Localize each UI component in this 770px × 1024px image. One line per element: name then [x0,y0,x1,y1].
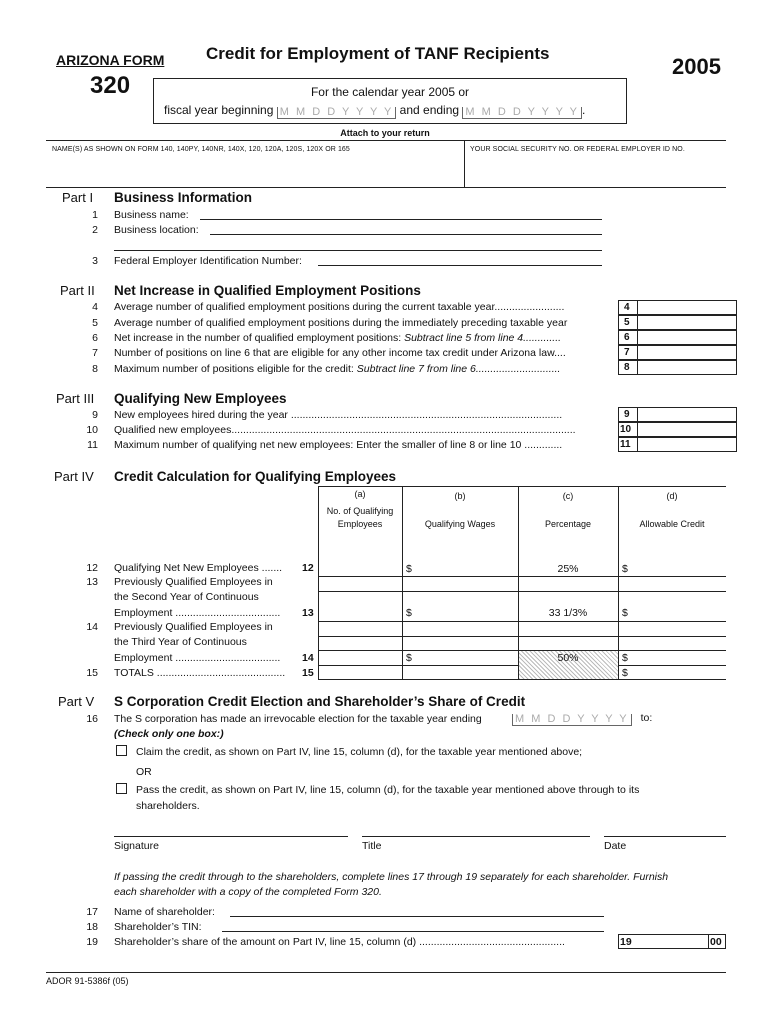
line-number: 5 [92,317,98,329]
dollar-sign: $ [406,607,412,619]
fiscal-begin-label: fiscal year beginning [164,103,274,117]
signature-field[interactable] [114,836,348,837]
line-12-box: 12 [302,562,314,574]
line-7-amount[interactable] [637,345,737,360]
fiscal-begin-date-field[interactable]: M M D D Y Y Y Y [277,107,397,119]
part3-label: Part III [56,391,95,406]
claim-credit-text: Claim the credit, as shown on Part IV, line 15, column (d), for the taxable year mentioned above; [136,746,583,758]
date-label: Date [604,840,627,852]
business-name-field[interactable] [200,219,602,220]
election-year-end-date-field[interactable]: M M D D Y Y Y Y [512,714,632,726]
names-field[interactable] [50,157,460,187]
part5-label: Part V [58,694,95,709]
form-label: ARIZONA FORM [56,52,165,68]
pass-credit-checkbox[interactable] [116,783,127,794]
row-12-bottom [318,591,726,592]
fiscal-end-date-field[interactable]: M M D D Y Y Y Y [462,107,582,119]
line-13-text-2: the Second Year of Continuous [114,591,259,603]
line-12-employees-field[interactable] [320,577,402,590]
signature-label: Signature [114,840,159,852]
line-number: 12 [86,562,98,574]
line-13-text-1: Previously Qualified Employees in [114,576,273,588]
line-6-amount[interactable] [637,330,737,345]
and-ending-label: and ending [399,103,460,117]
form-title: Credit for Employment of TANF Recipients [206,44,550,63]
line-number: 3 [92,255,98,267]
shareholder-tin-label: Shareholder’s TIN: [114,921,202,933]
fiscal-year-row [164,103,585,119]
line-number: 17 [86,906,98,918]
ssn-field[interactable] [468,157,724,187]
form-code: ADOR 91-5386f (05) [46,976,129,986]
line-7-text: Number of positions on line 6 that are eligible for any other income tax credit under Arizona law.... [114,347,566,359]
line-16-text: The S corporation has made an irrevocable election for the taxable year ending [114,713,482,725]
calendar-year-text: For the calendar year 2005 or [310,85,470,99]
shareholder-note-2: each shareholder with a copy of the completed Form 320. [114,886,382,898]
cents-value: 00 [710,936,722,948]
shareholder-note-1: If passing the credit through to the shareholders, complete lines 17 through 19 separately for each shareholder. Furnish [114,871,669,883]
line-10-amount[interactable] [637,422,737,437]
line-6-instruction: Subtract line 5 from line 4............. [404,332,562,344]
line-number: 6 [92,332,98,344]
line-box-label: 6 [618,330,638,345]
line-11-text: Maximum number of qualifying net new employees: Enter the smaller of line 8 or line 10 ............. [114,439,563,451]
line-number: 7 [92,347,98,359]
col-a-header-1: No. of Qualifying [326,506,394,516]
line-number: 4 [92,301,98,313]
line-number: 9 [92,409,98,421]
line-box-label: 5 [618,315,638,330]
line-12-text: Qualifying Net New Employees ....... [114,562,283,574]
line-8-instruction: Subtract line 7 from line 6............................. [356,363,561,375]
line-number: 14 [86,621,98,633]
line-9-amount[interactable] [637,407,737,422]
table-top-border [318,486,726,487]
names-label: NAME(S) AS SHOWN ON FORM 140, 140PY, 140NR, 140X, 120, 120A, 120S, 120X OR 165 [52,146,350,153]
row-13-top [318,621,726,622]
line-13-percentage: 33 1/3% [548,607,588,619]
fein-label: Federal Employer Identification Number: [114,255,302,267]
shareholder-share-label: Shareholder’s share of the amount on Part IV, line 15, column (d) .................................................. [114,936,565,948]
line-15-box: 15 [302,667,314,679]
title-label: Title [362,840,382,852]
line-number: 18 [86,921,98,933]
line-8-main: Maximum number of positions eligible for the credit: [114,363,354,375]
shareholder-name-label: Name of shareholder: [114,906,215,918]
form-number: 320 [90,72,131,99]
business-location-field-2[interactable] [114,250,602,251]
line-14-text-3: Employment .................................... [114,652,281,664]
line-box-label: 9 [618,407,638,422]
col-c-letter: (c) [562,491,574,501]
claim-credit-checkbox[interactable] [116,745,127,756]
part3-title: Qualifying New Employees [114,391,287,406]
line-11-amount[interactable] [637,437,737,452]
col-a-header-2: Employees [337,519,383,529]
line-number: 10 [86,424,98,436]
name-ssn-box [46,140,726,188]
period-mark: . [581,103,586,117]
line-14-box: 14 [302,652,314,664]
dollar-sign: $ [622,607,628,619]
line-number: 1 [92,209,98,221]
line-6-text [114,332,604,344]
line-12-percentage: 25% [557,563,579,575]
business-location-field[interactable] [210,234,602,235]
part4-title: Credit Calculation for Qualifying Employees [114,469,397,484]
line-9-text: New employees hired during the year ............................................................................................. [114,409,563,421]
line-number: 16 [86,713,98,725]
line-number: 8 [92,363,98,375]
line-number: 2 [92,224,98,236]
attach-note: Attach to your return [340,128,430,138]
cents-divider [708,934,709,949]
dollar-sign: $ [622,667,628,679]
business-name-label: Business name: [114,209,189,221]
line-15-text: TOTALS ............................................ [114,667,286,679]
shareholder-tin-field[interactable] [222,931,604,932]
col-b-letter: (b) [454,491,466,501]
col-c-header: Percentage [544,519,592,529]
line-4-amount[interactable] [637,300,737,315]
line-14-percentage: 50% [557,652,579,664]
dollar-sign: $ [622,652,628,664]
part4-label: Part IV [54,469,94,484]
to-label: to: [640,712,653,724]
line-19-box: 19 [620,936,632,948]
part2-label: Part II [60,283,95,298]
business-location-label: Business location: [114,224,199,236]
line-14-text-2: the Third Year of Continuous [114,636,247,648]
name-ssn-divider [464,141,465,187]
row-13-bottom [318,636,726,637]
or-text: OR [136,766,152,778]
line-5-amount[interactable] [637,315,737,330]
line-8-amount[interactable] [637,360,737,375]
line-box-label: 11 [618,437,638,452]
col-d-letter: (d) [666,491,678,501]
line-number: 19 [86,936,98,948]
tax-year: 2005 [672,54,721,79]
line-box-label: 8 [618,360,638,375]
dollar-sign: $ [622,563,628,575]
fein-field[interactable] [318,265,602,266]
line-13-box: 13 [302,607,314,619]
tax-period-box [153,78,627,124]
line-8-text [114,363,604,375]
line-4-text: Average number of qualified employment positions during the current taxable year........................ [114,301,565,313]
pass-credit-text-1: Pass the credit, as shown on Part IV, line 15, column (d), for the taxable year mentioned above through to its [136,784,640,796]
line-box-label: 4 [618,300,638,315]
footer-rule [46,972,726,973]
line-number: 11 [87,439,98,451]
part5-title: S Corporation Credit Election and Shareholder’s Share of Credit [114,694,526,709]
col-d-header: Allowable Credit [639,519,705,529]
line-box-label: 7 [618,345,638,360]
line-10-text: Qualified new employees...................................................................................................................... [114,424,576,436]
line-14-text-1: Previously Qualified Employees in [114,621,273,633]
pass-credit-text-2: shareholders. [136,800,200,812]
ssn-label: YOUR SOCIAL SECURITY NO. OR FEDERAL EMPLOYER ID NO. [470,146,685,153]
shareholder-name-field[interactable] [230,916,604,917]
line-number: 13 [86,576,98,588]
part2-title: Net Increase in Qualified Employment Positions [114,283,421,298]
election-year-end-row [512,712,652,726]
part1-title: Business Information [114,190,253,205]
line-13-text-3: Employment .................................... [114,607,281,619]
title-field[interactable] [362,836,590,837]
col-b-header: Qualifying Wages [424,519,496,529]
col-a-letter: (a) [354,489,366,499]
dollar-sign: $ [406,652,412,664]
dollar-sign: $ [406,563,412,575]
row-15-bottom [318,679,726,680]
date-field[interactable] [604,836,726,837]
line-5-text: Average number of qualified employment positions during the immediately preceding taxable year [114,317,568,329]
line-number: 15 [86,667,98,679]
line-box-label: 10 [618,422,638,437]
check-one-instruction: (Check only one box:) [114,728,224,740]
line-6-main: Net increase in the number of qualified employment positions: [114,332,402,344]
part1-label: Part I [62,190,94,205]
